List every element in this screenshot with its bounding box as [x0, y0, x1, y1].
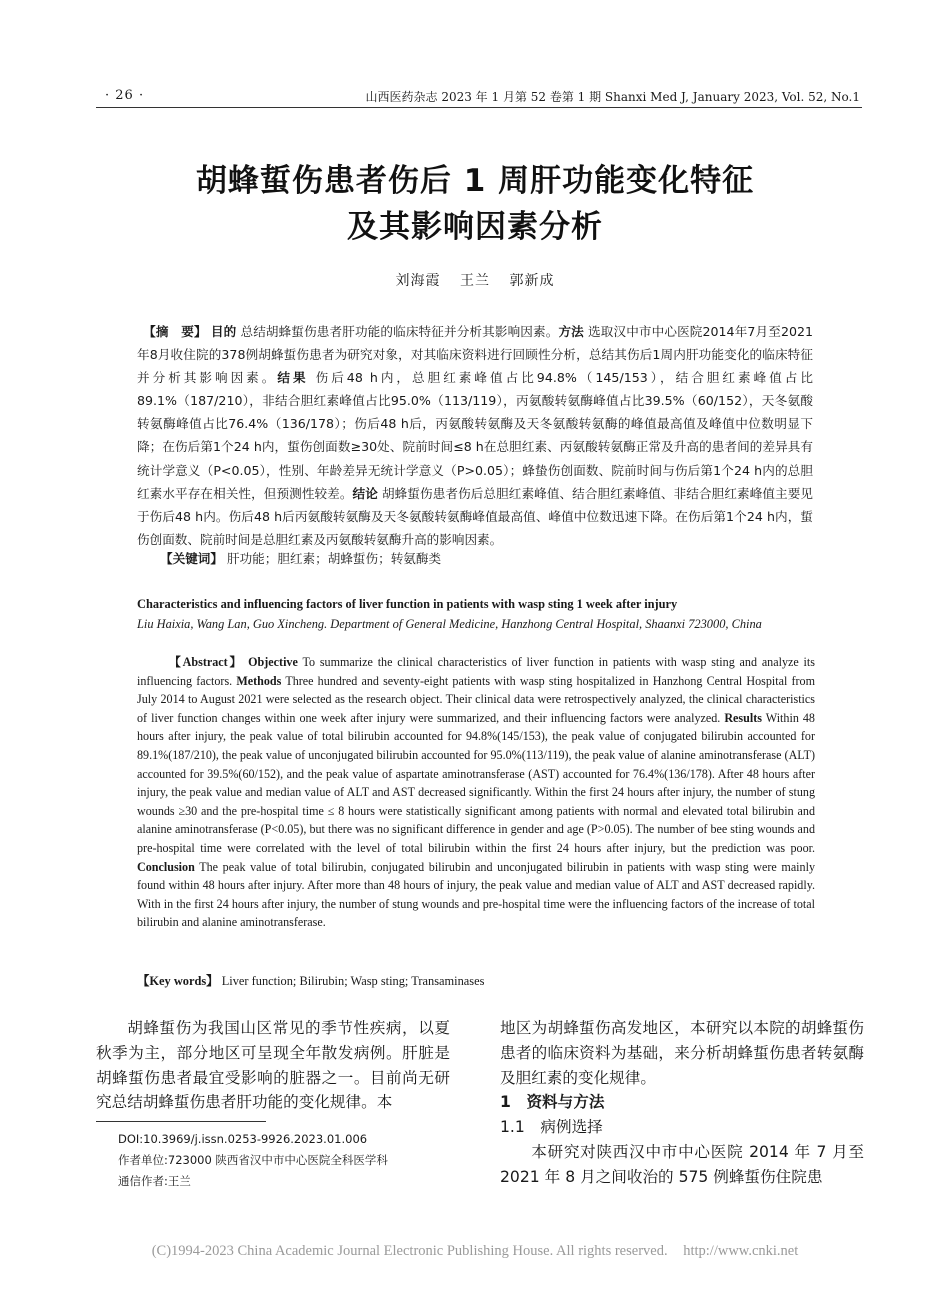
- conclusion-en-text: The peak value of total bilirubin, conjugated bilirubin and unconjugated bilirubin in patients with wasp sting were mainly found within 48 hours after injury. After more than 48 hours of injury, the peak value and median value of ALT and AST decreased rapidly. With in the first 24 hours after injury, the number of stung wounds and pre-hospital time were the influencing factors of the increase of total bilirubin and alanine aminotransferase.: [137, 859, 815, 930]
- body-paragraph: 地区为胡蜂蜇伤高发地区，本研究以本院的胡蜂蜇伤患者的临床资料为基础，来分析胡蜂蜇伤患者转氨酶及胆红素的变化规律。: [500, 1019, 864, 1087]
- title-line-1: 胡蜂蜇伤患者伤后 1 周肝功能变化特征: [195, 163, 755, 199]
- footnote-rule: [96, 1121, 266, 1122]
- keywords-english: [137, 971, 484, 989]
- keywords-text: 肝功能；胆红素；胡蜂蜇伤；转氨酶类: [226, 551, 442, 566]
- keywords-en-label: 【Key words】: [137, 974, 219, 988]
- objective-text: 总结胡蜂蜇伤患者肝功能的临床特征并分析其影响因素。: [240, 324, 559, 339]
- keywords-chinese: [160, 548, 441, 567]
- author-affiliation: 作者单位:723000 陕西省汉中市中心医院全科医学科: [118, 1153, 388, 1167]
- results-label: 结果: [277, 370, 309, 386]
- cnki-link[interactable]: http://www.cnki.net: [683, 1243, 799, 1259]
- results-en-text: Within 48 hours after injury, the peak value of total bilirubin accounted for 94.8%(145/153), the peak value of conjugated bilirubin accounted for 89.1%(187/210), the peak value of unconjugated bilirubin accounted for 95.0%(113/119), the peak value of alanine aminotransferase (ALT) accounted for 39.5%(60/152), and the peak value of aspartate aminotransferase (AST) accounted for 76.4%(136/178). After 48 hours after injury, the peak value and median value of ALT and AST decreased significantly. Within the first 24 hours after injury, the number of stung wounds ≥30 and the pre-hospital time ≤ 8 hours were statistically significant among patients with normal and elevated total bilirubin and alanine aminotransferase (P<0.05), but there was no significant difference in gender and age (P>0.05). The number of bee sting wounds and pre-hospital time were correlated with the level of total bilirubin within the first 24 hours after injury, but the prediction was poor.: [137, 710, 815, 855]
- methods-en-text: Three hundred and seventy-eight patients with wasp sting hospitalized in Hanzhong Central Hospital from July 2014 to August 2021 were selected as the research object. Their clinical data were retrospectively analyzed, the clinical characteristics of liver function changes within one week after injury were summarized, and their influencing factors were analyzed.: [137, 673, 815, 725]
- header-rule: [96, 107, 862, 108]
- running-header: 山西医药杂志 2023 年 1 月第 52 卷第 1 期 Shanxi Med J, January 2023, Vol. 52, No.1: [365, 90, 860, 104]
- results-en-label: Results: [724, 710, 762, 725]
- methods-en-label: Methods: [236, 673, 282, 688]
- article-title: [0, 158, 950, 250]
- keywords-en-text: Liver function; Bilirubin; Wasp sting; Transaminases: [221, 974, 485, 988]
- body-paragraph: 本研究对陕西汉中市中心医院 2014 年 7 月至 2021 年 8 月之间收治的 575 例蜂蜇伤住院患: [500, 1142, 864, 1186]
- english-title: Characteristics and influencing factors of liver function in patients with wasp sting 1 week after injury: [137, 597, 678, 611]
- abstract-chinese: [137, 320, 813, 551]
- results-text: 伤后48 h内，总胆红素峰值占比94.8%（145/153），结合胆红素峰值占比89.1%（187/210），非结合胆红素峰值占比95.0%（113/119），丙氨酸转氨酶峰值占比39.5%（60/152），天冬氨酸转氨酶峰值占比76.4%（136/178）；伤后48 h后，丙氨酸转氨酶及天冬氨酸转氨酶的峰值最高值及峰值中位数明显下降；在伤后第1个24 h内，蜇伤创面数≥30处、院前时间≤8 h在总胆红素、丙氨酸转氨酶正常及升高的患者间的差异具有统计学意义（P<0.05），性别、年龄差异无统计学意义（P>0.05）；蜂蛰伤创面数、院前时间与伤后第1个24 h内的总胆红素水平存在相关性，但预测性较差。: [137, 370, 814, 501]
- methods-text: 选取汉中市中心医院2014年7月至2021年8月收住院的378例胡蜂蜇伤患者为研究对象，对其临床资料进行回顾性分析，总结其伤后1周内肝功能变化的临床特征并分析其影响因素。: [137, 324, 814, 386]
- objective-label: 目的: [210, 324, 237, 339]
- keywords-label: 【关键词】: [160, 551, 223, 566]
- conclusion-label: 结论: [352, 485, 378, 501]
- body-paragraph: 胡蜂蜇伤为我国山区常见的季节性疾病，以夏秋季为主，部分地区可呈现全年散发病例。肝脏是胡蜂蜇伤患者最宜受影响的脏器之一。目前尚无研究总结胡蜂蜇伤患者肝功能的变化规律。本: [96, 1019, 450, 1112]
- title-line-2: 及其影响因素分析: [347, 209, 603, 245]
- objective-en-label: Objective: [248, 655, 298, 669]
- conclusion-en-label: Conclusion: [137, 859, 195, 874]
- authors: 刘海霞 王兰 郭新成: [395, 273, 555, 289]
- conclusion-text: 胡蜂蜇伤患者伤后总胆红素峰值、结合胆红素峰值、非结合胆红素峰值主要见于伤后48 h内。伤后48 h后丙氨酸转氨酶及天冬氨酸转氨酶峰值最高值、峰值中位数迅速下降。在伤后第1个24 h内，蜇伤创面数、院前时间是总胆红素及丙氨酸转氨酶升高的影响因素。: [137, 485, 813, 547]
- abstract-en-label: 【Abstract】: [167, 655, 244, 669]
- section-heading: 1 资料与方法: [500, 1093, 605, 1112]
- abstract-english: [137, 653, 815, 932]
- footnotes: [118, 1129, 388, 1192]
- body-left-column: [96, 1016, 450, 1115]
- copyright-line: [0, 1243, 950, 1260]
- doi: DOI:10.3969/j.issn.0253-9926.2023.01.006: [118, 1132, 368, 1146]
- body-right-column: [500, 1016, 864, 1190]
- methods-label: 方法: [558, 324, 584, 339]
- page-number: · 26 ·: [105, 88, 145, 103]
- corresponding-author: 通信作者:王兰: [118, 1174, 191, 1188]
- english-affiliation: Liu Haixia, Wang Lan, Guo Xincheng. Department of General Medicine, Hanzhong Central Hospital, Shaanxi 723000, China: [137, 617, 762, 631]
- subsection-heading: 1.1 病例选择: [500, 1118, 603, 1137]
- objective-en-text: To summarize the clinical characteristics of liver function in patients with wasp sting and analyze its influencing factors.: [137, 655, 815, 688]
- abstract-label: 【摘 要】: [143, 324, 207, 339]
- copyright-text: (C)1994-2023 China Academic Journal Electronic Publishing House. All rights reserved.: [151, 1243, 668, 1259]
